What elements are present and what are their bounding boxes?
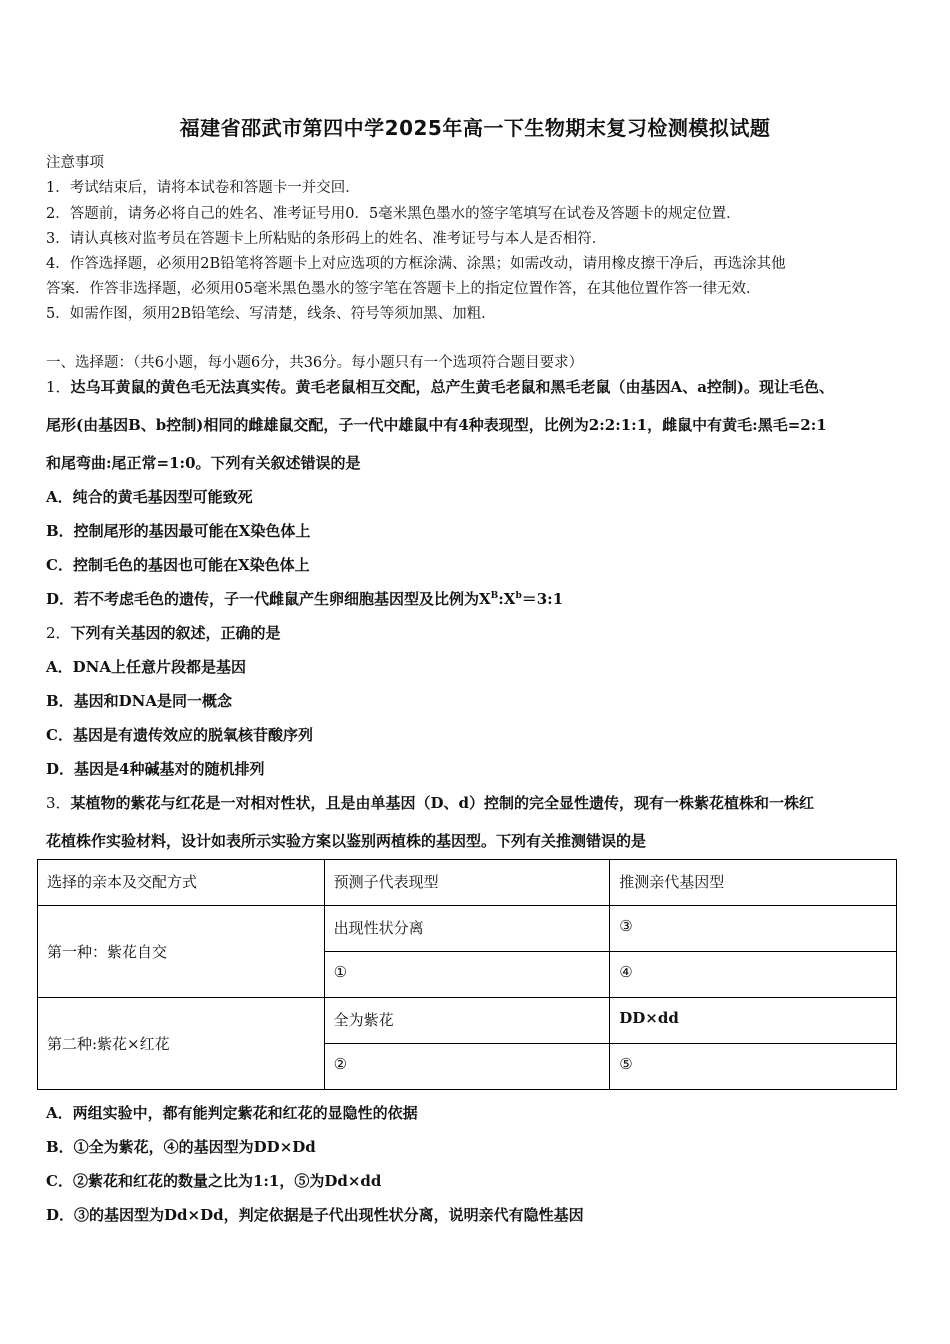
option-d-text: ＝3:1	[521, 590, 564, 608]
notice-item: 5．如需作图，须用2B铅笔绘、写清楚，线条、符号等须加黑、加粗．	[46, 306, 496, 322]
table-cell: 全为紫花	[324, 998, 610, 1044]
superscript: b	[515, 591, 522, 601]
notice-item: 答案．作答非选择题，必须用05毫米黑色墨水的签字笔在答题卡上的指定位置作答，在其他位置作答一律无效．	[46, 281, 761, 297]
option-d: D．③的基因型为Dd×Dd，判定依据是子代出现性状分离，说明亲代有隐性基因	[46, 1206, 584, 1224]
question-3-line: 花植株作实验材料，设计如表所示实验方案以鉴别两植株的基因型。下列有关推测错误的是	[46, 832, 647, 850]
table-row	[38, 998, 897, 1044]
table-cell: ②	[324, 1044, 610, 1090]
table-cell: ⑤	[610, 1044, 897, 1090]
table-cell-group-2: 第二种:紫花×红花	[38, 998, 325, 1090]
notice-item: 1．考试结束后，请将本试卷和答题卡一并交回．	[46, 180, 360, 196]
option-b: B．基因和DNA是同一概念	[46, 692, 233, 710]
question-1-line: 和尾弯曲:尾正常=1:0。下列有关叙述错误的是	[46, 454, 361, 472]
table-header: 选择的亲本及交配方式	[38, 860, 325, 906]
table-row	[38, 906, 897, 952]
option-c: C．基因是有遗传效应的脱氧核苷酸序列	[46, 726, 313, 744]
option-a: A．纯合的黄毛基因型可能致死	[46, 488, 253, 506]
table-cell: ③	[610, 906, 897, 952]
table-header: 预测子代表现型	[324, 860, 610, 906]
option-c: C．②紫花和红花的数量之比为1:1，⑤为Dd×dd	[46, 1172, 382, 1190]
table-cell: 出现性状分离	[324, 906, 610, 952]
section-heading: 一、选择题：（共6小题，每小题6分，共36分。每小题只有一个选项符合题目要求）	[46, 355, 584, 371]
option-d	[46, 588, 563, 609]
question-2-stem	[46, 622, 281, 643]
question-number: 1．	[46, 378, 71, 396]
question-number: 2．	[46, 624, 71, 642]
question-1-stem	[46, 376, 834, 397]
question-3-line: 某植物的紫花与红花是一对相对性状，且是由单基因（D、d）控制的完全显性遗传，现有一株紫花植株和一株红	[70, 794, 815, 812]
page-title: 福建省邵武市第四中学2025年高一下生物期末复习检测模拟试题	[179, 116, 771, 140]
question-2-text: 下列有关基因的叙述，正确的是	[70, 624, 281, 642]
option-b: B．控制尾形的基因最可能在X染色体上	[46, 522, 311, 540]
option-d: D．基因是4种碱基对的随机排列	[46, 760, 265, 778]
table-cell: ①	[324, 952, 610, 998]
notice-item: 4．作答选择题，必须用2B铅笔将答题卡上对应选项的方框涂满、涂黑；如需改动，请用橡皮擦干净后，再选涂其他	[46, 256, 786, 272]
notice-item: 2．答题前，请务必将自己的姓名、准考证号用0．5毫米黑色墨水的签字笔填写在试卷及答题卡的规定位置．	[46, 206, 741, 222]
table-header-row	[38, 860, 897, 906]
option-d-text: :X	[498, 590, 516, 608]
question-3-stem	[46, 792, 814, 813]
superscript: B	[490, 591, 499, 601]
option-a: A．DNA上任意片段都是基因	[46, 658, 246, 676]
option-d-text: D．若不考虑毛色的遗传，子一代雌鼠产生卵细胞基因型及比例为X	[46, 590, 491, 608]
option-b: B．①全为紫花，④的基因型为DD×Dd	[46, 1138, 316, 1156]
experiment-table	[37, 859, 897, 1090]
question-1-line: 达乌耳黄鼠的黄色毛无法真实传。黄毛老鼠相互交配，总产生黄毛老鼠和黑毛老鼠（由基因A、a控制)。现让毛色、	[70, 378, 835, 396]
table-cell: DD×dd	[610, 998, 897, 1044]
table-cell-group-1: 第一种：紫花自交	[38, 906, 325, 998]
option-c: C．控制毛色的基因也可能在X染色体上	[46, 556, 310, 574]
question-number: 3．	[46, 794, 71, 812]
table-header: 推测亲代基因型	[610, 860, 897, 906]
table-cell: ④	[610, 952, 897, 998]
notice-item: 3．请认真核对监考员在答题卡上所粘贴的条形码上的姓名、准考证号与本人是否相符．	[46, 231, 607, 247]
notice-heading: 注意事项	[46, 155, 104, 171]
option-a: A．两组实验中，都有能判定紫花和红花的显隐性的依据	[46, 1104, 418, 1122]
question-1-line: 尾形(由基因B、b控制)相同的雌雄鼠交配，子一代中雄鼠中有4种表现型，比例为2:2:1:1，雌鼠中有黄毛:黑毛=2:1	[46, 416, 827, 434]
